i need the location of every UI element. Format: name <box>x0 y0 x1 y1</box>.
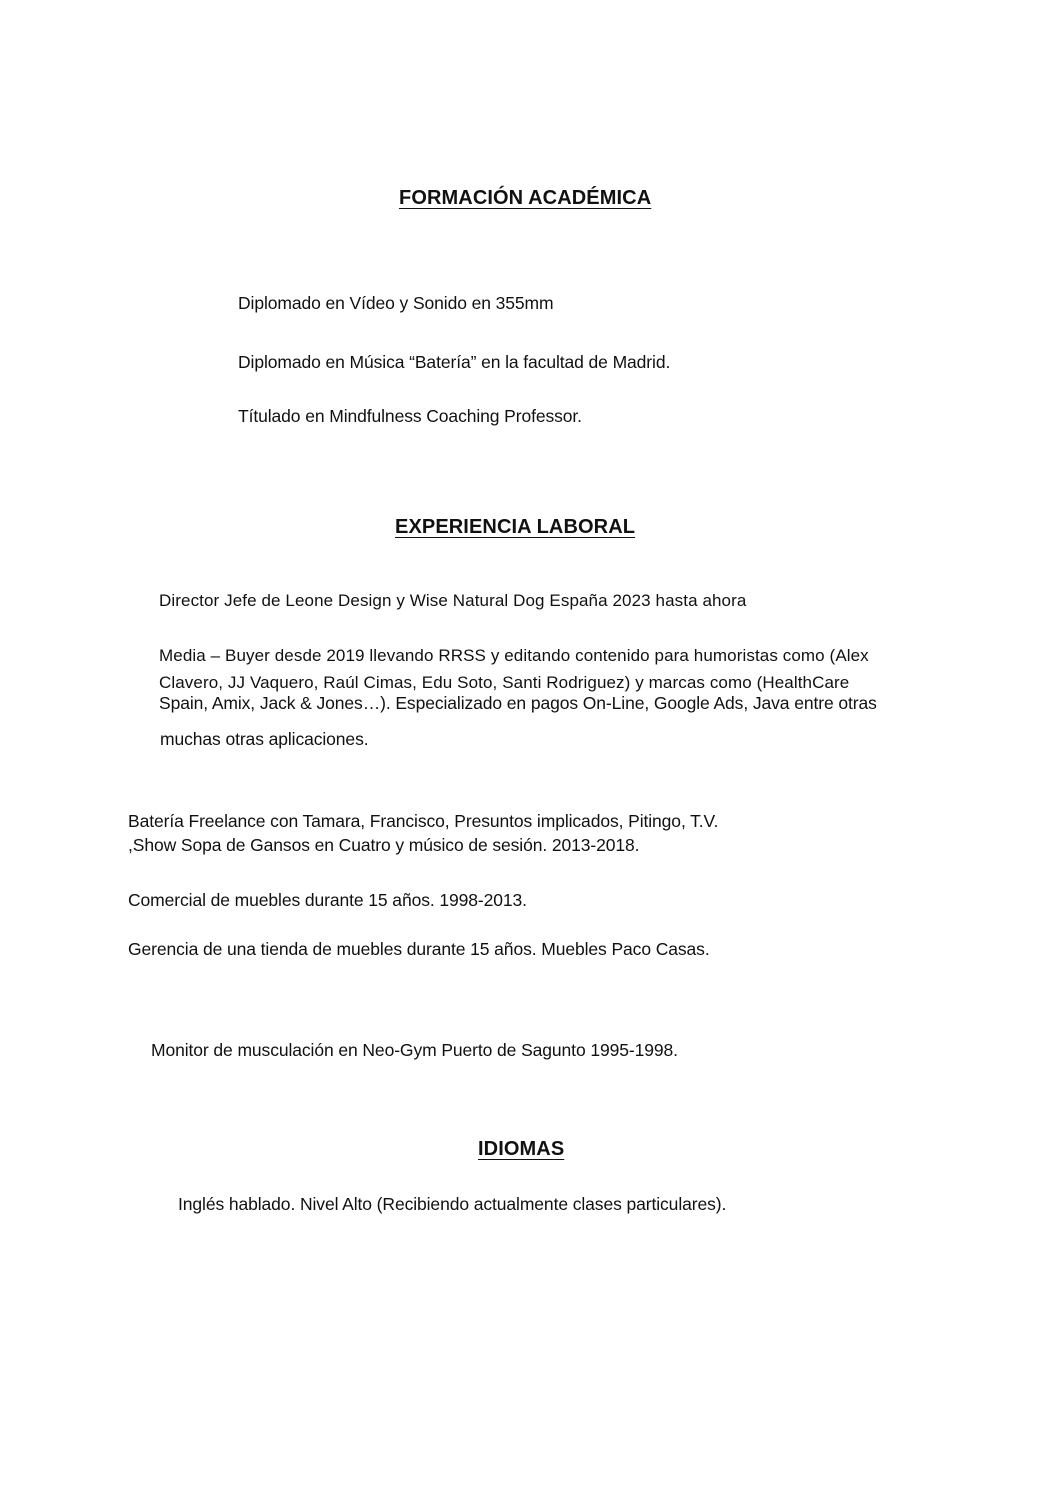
experience-drums-line: ,Show Sopa de Gansos en Cuatro y músico de sesión. 2013-2018. <box>128 835 640 855</box>
experience-gym: Monitor de musculación en Neo-Gym Puerto de Sagunto 1995-1998. <box>151 1040 678 1060</box>
experience-drums-line: Batería Freelance con Tamara, Francisco, Presuntos implicados, Pitingo, T.V. <box>128 811 719 831</box>
education-item: Diplomado en Vídeo y Sonido en 355mm <box>238 293 554 313</box>
languages-heading: IDIOMAS <box>478 1138 565 1160</box>
education-heading: FORMACIÓN ACADÉMICA <box>399 187 652 209</box>
experience-media-buyer-line: Media – Buyer desde 2019 llevando RRSS y editando contenido para humoristas como (Alex <box>159 646 869 665</box>
education-item: Diplomado en Música “Batería” en la facultad de Madrid. <box>238 352 671 372</box>
experience-management: Gerencia de una tienda de muebles durante 15 años. Muebles Paco Casas. <box>128 939 710 959</box>
experience-media-buyer-line: Spain, Amix, Jack & Jones…). Especializado en pagos On-Line, Google Ads, Java entre otras <box>159 693 877 713</box>
experience-heading: EXPERIENCIA LABORAL <box>395 516 636 538</box>
experience-director: Director Jefe de Leone Design y Wise Natural Dog España 2023 hasta ahora <box>159 591 747 610</box>
education-item: Títulado en Mindfulness Coaching Professor. <box>238 406 582 426</box>
experience-media-buyer-line: muchas otras aplicaciones. <box>160 729 369 749</box>
language-item: Inglés hablado. Nivel Alto (Recibiendo actualmente clases particulares). <box>178 1194 727 1214</box>
experience-sales: Comercial de muebles durante 15 años. 1998-2013. <box>128 890 527 910</box>
experience-media-buyer-line: Clavero, JJ Vaquero, Raúl Cimas, Edu Soto, Santi Rodriguez) y marcas como (HealthCare <box>159 673 850 692</box>
